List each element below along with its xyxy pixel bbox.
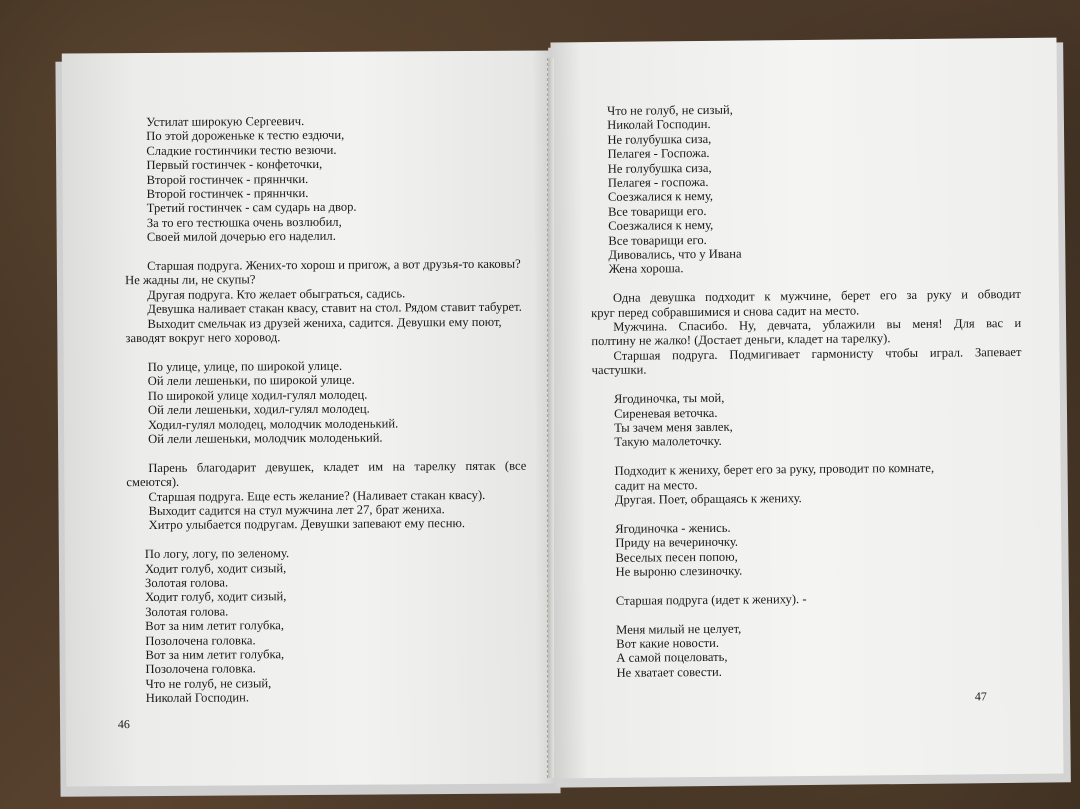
- text-line: Ты зачем меня завлек,: [614, 419, 733, 435]
- text-line: Своей милой дочерью его наделил.: [146, 229, 336, 245]
- text-line: Вот за ним летит голубка,: [145, 647, 285, 662]
- text-line: круг перед собравшимися и снова садит на место.: [591, 303, 860, 320]
- text-line: Девушка наливает стакан квасу, ставит на стол. Рядом ставит табурет.: [147, 299, 522, 317]
- text-line: По улице, улице, по широкой улице.: [147, 358, 343, 374]
- text-line: Жена хороша.: [608, 261, 684, 277]
- text-line: Не хватает совести.: [616, 664, 722, 680]
- text-line: Ой лели лешеньки, по широкой улице.: [147, 373, 355, 389]
- text-line: Николай Господин.: [145, 690, 250, 706]
- text-line: Ходил-гулял молодец, молодчик молоденький.: [147, 415, 399, 432]
- text-line: Вот какие новости.: [616, 635, 720, 651]
- text-line: Ягодиночка, ты мой,: [613, 390, 725, 406]
- right-page: [550, 38, 1063, 779]
- text-line: Одна девушка подходит к мужчине, берет его за руку и обводит: [612, 287, 1021, 306]
- text-line: Не голубушка сиза,: [607, 131, 712, 147]
- text-line: Все товарищи его.: [608, 203, 707, 219]
- text-line: смеются).: [126, 474, 180, 490]
- book-spine: [547, 58, 554, 778]
- text-line: Второй гостинчек - пряннчки.: [146, 186, 309, 202]
- text-line: Выходит смельчак из друзей жениха, садится. Девушки ему поют,: [147, 314, 502, 331]
- text-line: Хитро улыбается подругам. Девушки запевают ему песню.: [148, 516, 466, 533]
- text-line: За то его тестюшка очень возлюбил,: [146, 214, 342, 230]
- text-line: Старшая подруга. Жених-то хорош и пригож, а вот друзья-то каковы?: [147, 256, 521, 274]
- text-line: Другая. Поет, обращаясь к жениху.: [614, 490, 802, 507]
- text-line: Третий гостинчек - сам сударь на двор.: [146, 200, 357, 216]
- text-line: Пелагея - госпожа.: [607, 174, 709, 190]
- text-line: Старшая подруга (идет к жениху). -: [615, 591, 807, 608]
- text-line: Ходит голуб, ходит сизый,: [145, 589, 287, 605]
- right-page-text: [589, 100, 1025, 680]
- text-line: Соезжалися к нему,: [607, 189, 714, 205]
- text-line: Пелагея - Госпожа.: [607, 146, 710, 162]
- text-line: Дивовались, что у Ивана: [608, 246, 742, 262]
- text-line: По этой дороженьке к тестю ездючи,: [146, 128, 345, 144]
- text-line: Старшая подруга. Подмигивает гармонисту чтобы играл. Запевает: [613, 344, 1022, 363]
- text-line: Сиреневая веточка.: [613, 405, 718, 421]
- text-line: Не жадны ли, не скупы?: [125, 272, 256, 288]
- text-line: Приду на вечериночку.: [615, 534, 739, 550]
- left-page-text: [124, 113, 528, 706]
- text-line: По широкой улице ходил-гулял молодец.: [147, 387, 368, 403]
- text-line: Что не голуб, не сизый,: [145, 676, 272, 691]
- text-line: частушки.: [591, 362, 647, 378]
- text-line: садит на место.: [614, 477, 698, 493]
- text-line: Ой лели лешеньки, ходил-гулял молодец.: [147, 401, 370, 418]
- text-line: Золотая голова.: [144, 575, 229, 590]
- text-line: Мужчина. Спасибо. Ну, девчата, ублажили вы меня! Для вас и: [613, 316, 1022, 334]
- text-line: Ой лели лешеньки, молодчик молоденький.: [148, 430, 383, 446]
- text-line: Соезжалися к нему,: [608, 218, 714, 234]
- text-line: Не голубушка сиза,: [607, 160, 712, 176]
- text-line: Николай Господин.: [607, 117, 711, 133]
- text-line: Старшая подруга. Еще есть желание? (Наливает стакан квасу).: [148, 487, 486, 504]
- text-line: Ягодиночка - женись.: [615, 520, 731, 536]
- text-line: А самой поцеловать,: [616, 650, 728, 666]
- text-line: Другая подруга. Кто желает обыграться, садись.: [147, 286, 406, 302]
- text-line: Позолочена головка.: [145, 661, 256, 677]
- text-line: Устилат широкую Сергеевич.: [146, 114, 305, 129]
- text-line: Подходит к жениху, берет его за руку, проводит по комнате,: [614, 460, 935, 478]
- text-line: Веселых песен попою,: [615, 549, 738, 565]
- text-line: Сладкие гостинчики тестю везючи.: [146, 142, 337, 158]
- text-line: Золотая голова.: [145, 604, 229, 619]
- text-line: Все товарищи его.: [608, 232, 707, 248]
- text-line: Парень благодарит девушек, кладет им на тарелку пятак (все: [148, 458, 527, 475]
- left-page: [62, 51, 556, 787]
- text-line: Не выроню слезиночку.: [615, 563, 743, 579]
- text-line: Меня милый не целует,: [616, 621, 742, 637]
- text-line: Что не голуб, не сизый,: [607, 102, 733, 118]
- text-line: Такую малолеточку.: [614, 434, 722, 450]
- page-number-right: 47: [974, 689, 987, 704]
- text-line: По логу, логу, по зеленому.: [144, 546, 290, 562]
- text-line: Позолочена головка.: [145, 632, 256, 648]
- text-line: заводят вокруг него хоровод.: [125, 330, 281, 346]
- text-line: Выходит садится на стул мужчина лет 27, брат жениха.: [148, 502, 445, 518]
- text-line: Первый гостинчек - конфеточки,: [146, 157, 323, 173]
- text-line: Второй гостинчек - пряннчки.: [146, 171, 309, 187]
- page-number-left: 46: [117, 717, 130, 732]
- text-line: полтину не жалко! (Достает деньги, кладет на тарелку).: [591, 331, 891, 349]
- text-line: Ходит голуб, ходит сизый,: [144, 560, 287, 576]
- text-line: Вот за ним летит голубка,: [145, 618, 285, 634]
